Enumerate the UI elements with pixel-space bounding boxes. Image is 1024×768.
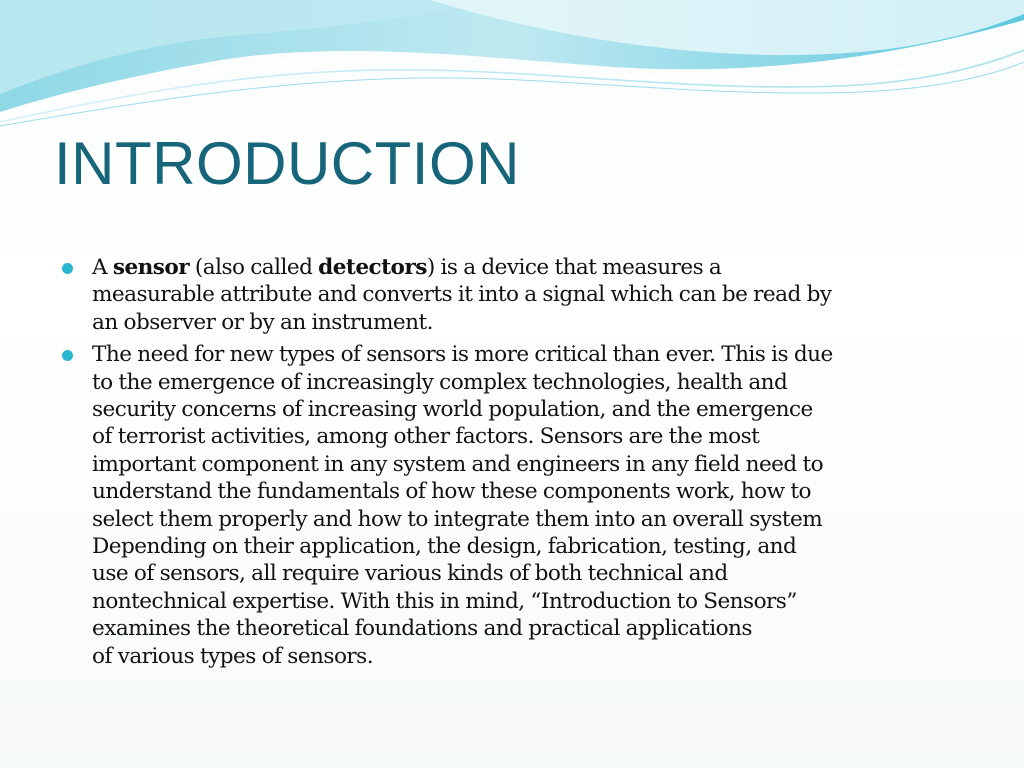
text-run: measurable attribute and converts it into a signal which can be read by xyxy=(92,282,832,308)
bullet-line xyxy=(92,309,962,336)
text-run: ) is a device that measures a xyxy=(426,255,722,280)
bullet-item xyxy=(62,254,962,336)
bullet-list xyxy=(62,254,962,675)
bullet-line xyxy=(92,451,962,478)
bullet-line xyxy=(92,533,962,560)
text-run: select them properly and how to integrate them into an overall system xyxy=(92,506,823,532)
text-run: (also called xyxy=(189,255,319,280)
bullet-line xyxy=(92,643,962,670)
slide-title: INTRODUCTION xyxy=(54,130,520,197)
text-run: use of sensors, all require various kinds of both technical and xyxy=(92,561,728,587)
text-run: A xyxy=(92,255,113,280)
bullet-line xyxy=(92,281,962,308)
bold-term: sensor xyxy=(112,255,190,280)
bullet-item xyxy=(62,341,962,670)
text-run: The need for new types of sensors is more critical than ever. This is due xyxy=(92,342,833,368)
bullet-line xyxy=(92,254,962,281)
text-run: of terrorist activities, among other factors. Sensors are the most xyxy=(92,424,760,450)
bullet-line xyxy=(92,396,962,423)
text-run: of various types of sensors. xyxy=(92,643,374,669)
bold-term: detectors xyxy=(318,255,427,280)
text-run: important component in any system and engineers in any field need to xyxy=(92,451,824,477)
bullet-line xyxy=(92,560,962,587)
text-run: an observer or by an instrument. xyxy=(92,309,433,335)
bullet-dot-icon xyxy=(62,263,73,274)
text-run: to the emergence of increasingly complex technologies, health and xyxy=(92,369,788,395)
text-run: Depending on their application, the design, fabrication, testing, and xyxy=(92,534,797,560)
bullet-line xyxy=(92,588,962,615)
bullet-line xyxy=(92,369,962,396)
bullet-line xyxy=(92,615,962,642)
text-run: understand the fundamentals of how these components work, how to xyxy=(92,479,811,505)
bullet-line xyxy=(92,478,962,505)
text-run: security concerns of increasing world population, and the emergence xyxy=(92,397,813,423)
text-run: nontechnical expertise. With this in mind, “Introduction to Sensors” xyxy=(92,588,797,614)
text-run: examines the theoretical foundations and practical applications xyxy=(92,616,752,642)
bullet-line xyxy=(92,506,962,533)
bullet-line xyxy=(92,341,962,368)
bullet-line xyxy=(92,423,962,450)
wave-decoration xyxy=(0,0,1024,130)
bullet-dot-icon xyxy=(62,350,73,361)
